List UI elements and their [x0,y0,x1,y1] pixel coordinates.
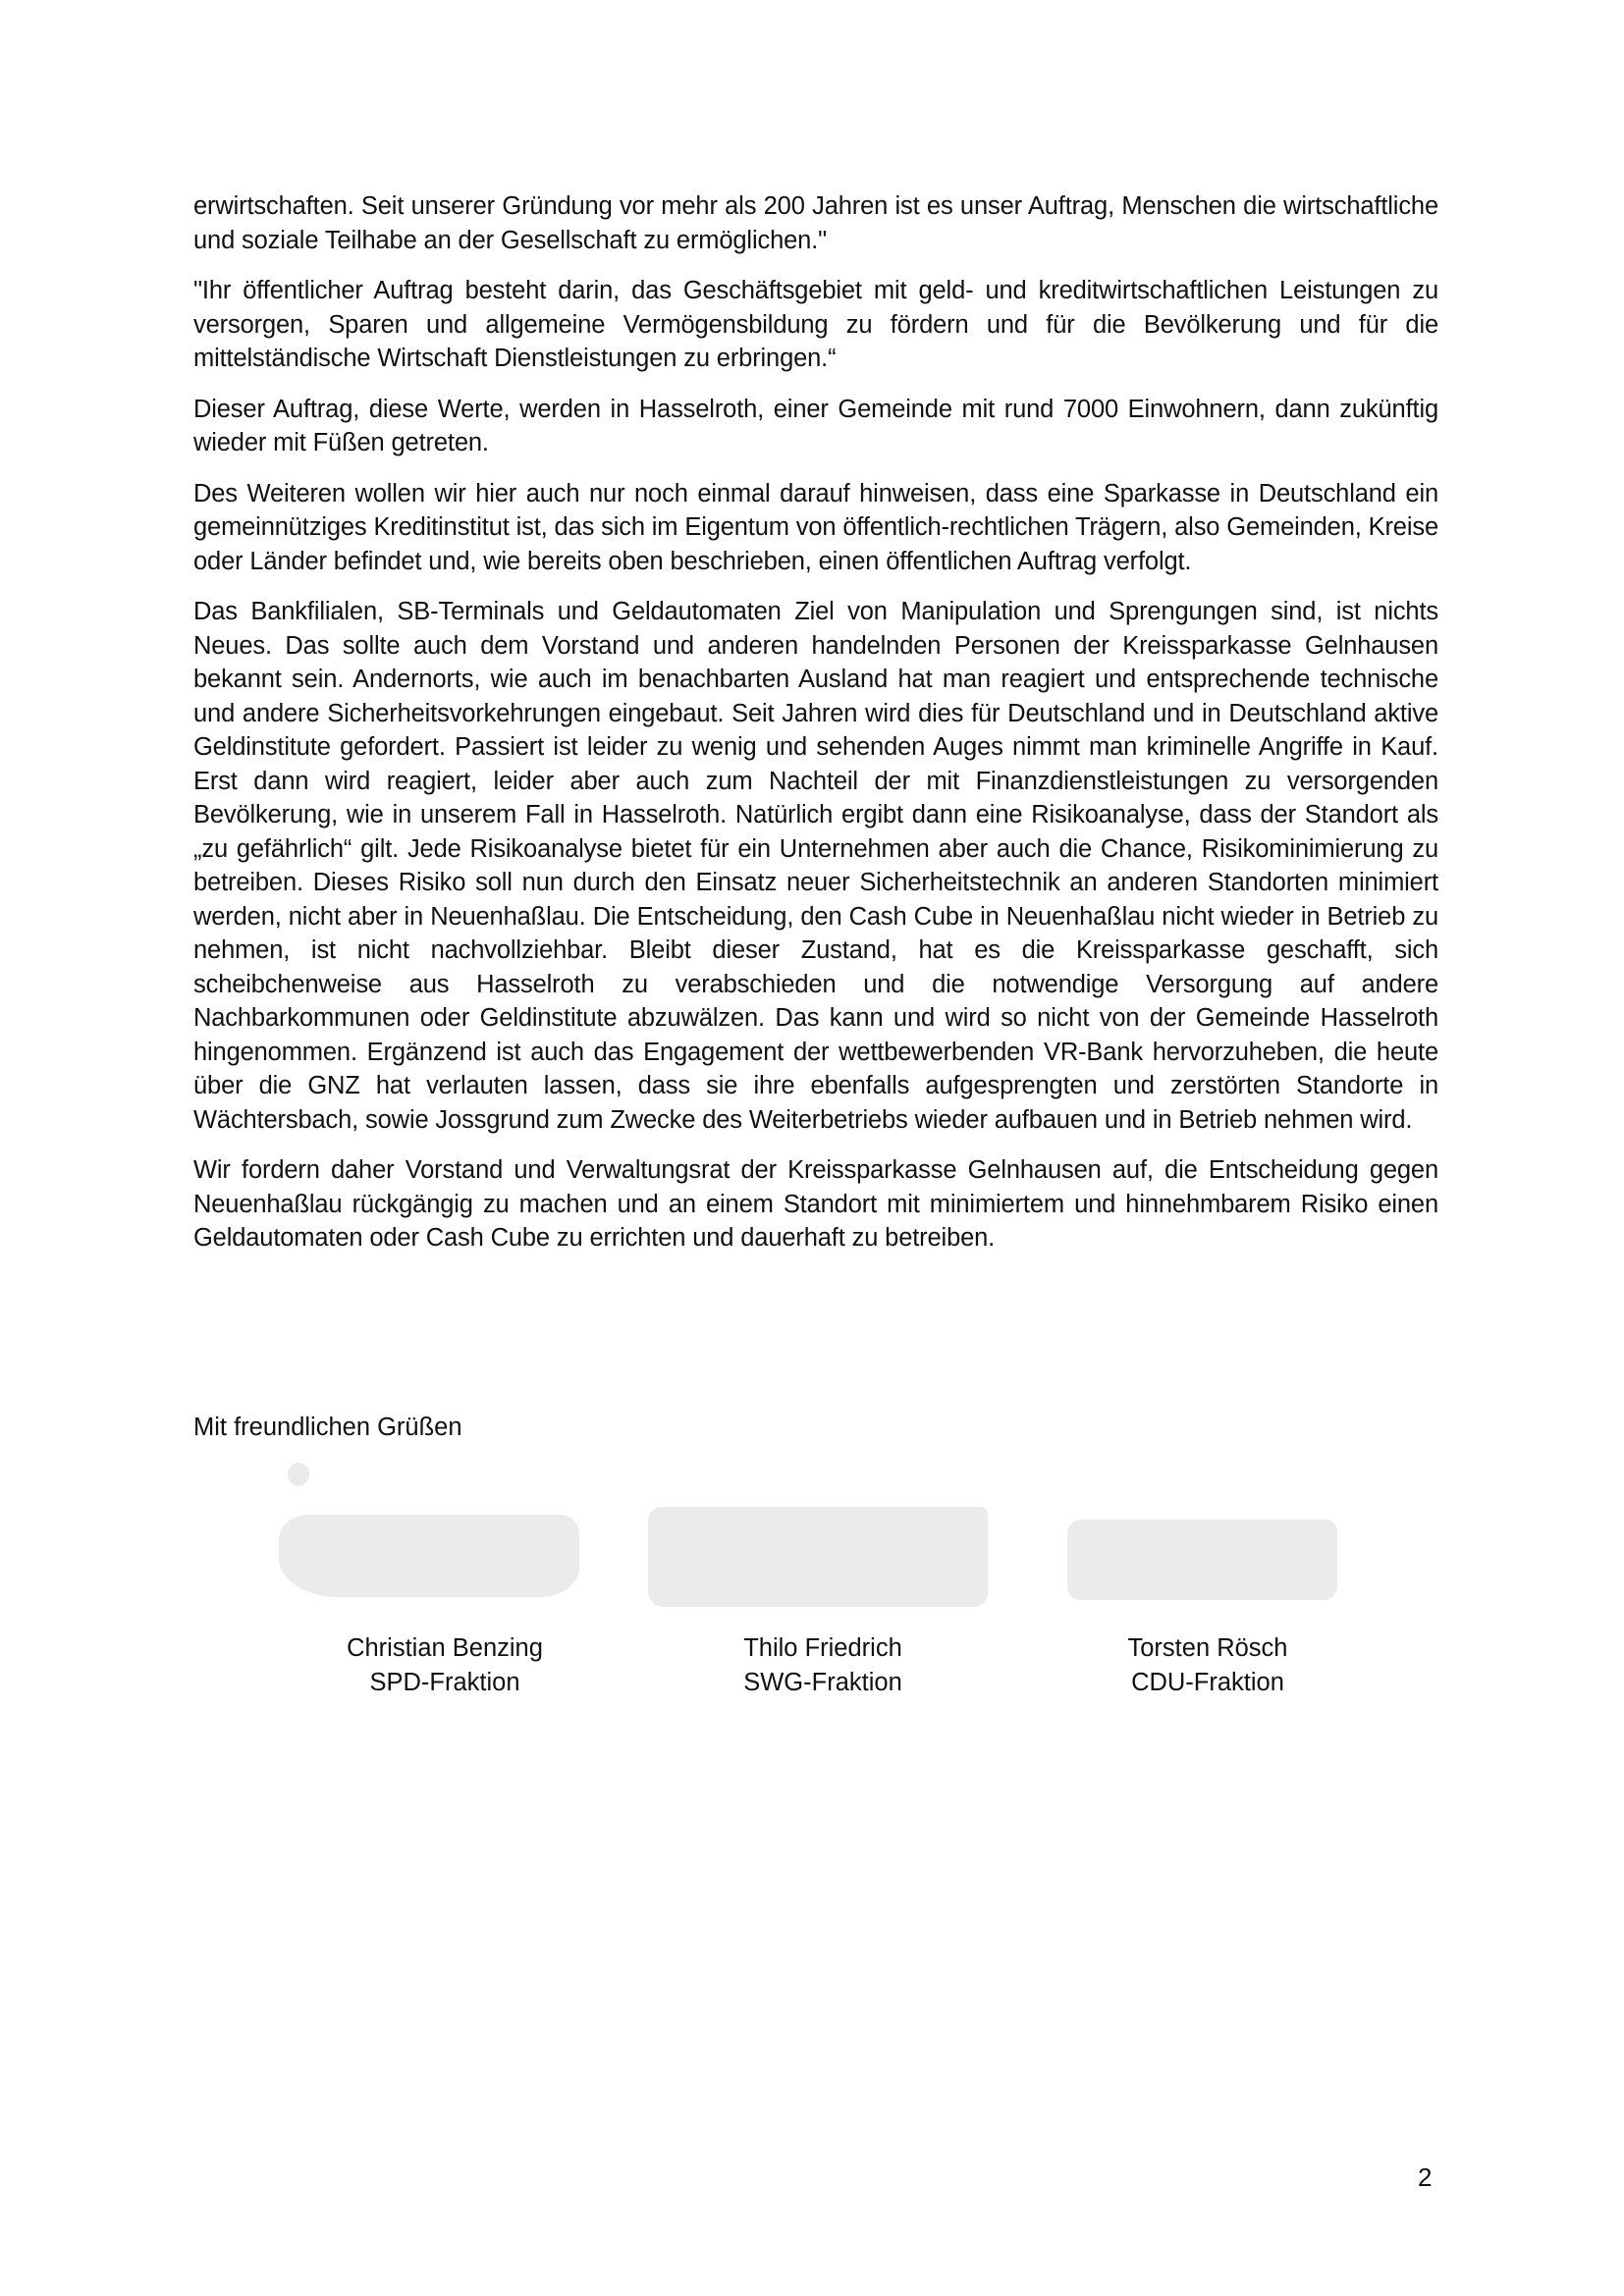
letter-body [193,189,1438,1272]
signatory-name: Thilo Friedrich [743,1634,902,1662]
closing-salutation: Mit freundlichen Grüßen [193,1414,462,1441]
paragraph-public-mandate-quote: "Ihr öffentlicher Auftrag besteht darin, das Geschäftsgebiet mit geld- und kreditwirtschaftlichen Leistungen zu versorgen, Sparen und allgemeine Vermögensbildung zu fördern und für die Bevölkerung und für die mittelständische Wirtschaft Dienstleistungen zu erbringen.“ [193,277,1438,372]
paragraph-demand: Wir fordern daher Vorstand und Verwaltungsrat der Kreissparkasse Gelnhausen auf, die Entscheidung gegen Neuenhaßlau rückgängig zu machen und an einem Standort mit minimiertem und hinnehmbarem Risiko einen Geldautomaten oder Cash Cube zu errichten und dauerhaft zu betreiben. [193,1156,1438,1252]
signatory-name: Christian Benzing [347,1634,543,1662]
signatory-faction: SWG-Fraktion [743,1669,902,1696]
signatory-3 [1110,1631,1306,1700]
signatory-1 [332,1631,558,1700]
signatory-faction: SPD-Fraktion [369,1669,520,1696]
paragraph-mission-quote-end: erwirtschaften. Seit unserer Gründung vor mehr als 200 Jahren ist es unser Auftrag, Menschen die wirtschaftliche und soziale Teilhabe an der Gesellschaft zu ermöglichen." [193,192,1438,254]
redacted-signature-3 [1067,1520,1337,1600]
paragraph-atm-attacks: Das Bankfilialen, SB-Terminals und Geldautomaten Ziel von Manipulation und Sprengungen sind, ist nichts Neues. Das sollte auch dem Vorstand und anderen handelnden Personen der Kreissparkasse Gelnhausen bekannt sein. Andernorts, wie auch im benachbarten Ausland hat man reagiert und entsprechende technische und andere Sicherheitsvorkehrungen eingebaut. Seit Jahren wird dies für Deutschland und in Deutschland aktive Geldinstitute gefordert. Passiert ist leider zu wenig und sehenden Auges nimmt man kriminelle Angriffe in Kauf. Erst dann wird reagiert, leider aber auch zum Nachteil der mit Finanzdienstleistungen zu versorgenden Bevölkerung, wie in unserem Fall in Hasselroth. Natürlich ergibt dann eine Risikoanalyse, dass der Standort als „zu gefährlich“ gilt. Jede Risikoanalyse bietet für ein Unternehmen aber auch die Chance, Risikominimierung zu betreiben. Dieses Risiko soll nun durch den Einsatz neuer Sicherheitstechnik an anderen Standorten minimiert werden, nicht aber in Neuenhaßlau. Die Entscheidung, den Cash Cube in Neuenhaßlau nicht wieder in Betrieb zu nehmen, ist nicht nachvollziehbar. Bleibt dieser Zustand, hat es die Kreissparkasse geschafft, sich scheibchenweise aus Hasselroth zu verabschieden und die notwendige Versorgung auf andere Nachbarkommunen oder Geldinstitute abzuwälzen. Das kann und wird so nicht von der Gemeinde Hasselroth hingenommen. Ergänzend ist auch das Engagement der wettbewerbenden VR-Bank hervorzuheben, die heute über die GNZ hat verlauten lassen, dass sie ihre ebenfalls aufgesprengten und zerstörten Standorte in Wächtersbach, sowie Jossgrund zum Zwecke des Weiterbetriebs wieder aufbauen und in Betrieb nehmen wird. [193,598,1438,1134]
redacted-signature-2 [648,1507,988,1607]
signatory-2 [715,1631,931,1700]
redacted-signature-1 [279,1515,579,1597]
redaction-mark [288,1463,309,1486]
signatory-name: Torsten Rösch [1127,1634,1288,1662]
paragraph-sparkasse-nonprofit: Des Weiteren wollen wir hier auch nur noch einmal darauf hinweisen, dass eine Sparkasse in Deutschland ein gemeinnütziges Kreditinstitut ist, das sich im Eigentum von öffentlich-rechtlichen Trägern, also Gemeinden, Kreise oder Länder befindet und, wie bereits oben beschrieben, einen öffentlichen Auftrag verfolgt. [193,479,1438,575]
paragraph-hasselroth-values: Dieser Auftrag, diese Werte, werden in Hasselroth, einer Gemeinde mit rund 7000 Einwohnern, dann zukünftig wieder mit Füßen getreten. [193,395,1438,456]
page-number: 2 [1418,2163,1433,2192]
signatory-faction: CDU-Fraktion [1131,1669,1284,1696]
